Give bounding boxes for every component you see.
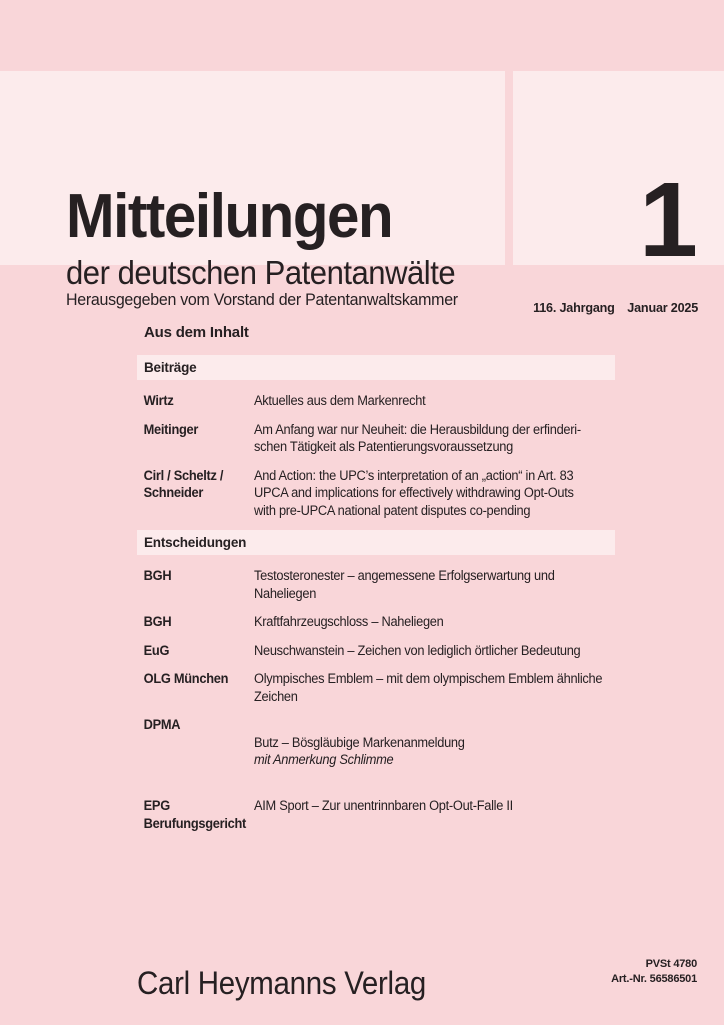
issue-number: 1 [639, 161, 696, 279]
journal-title: Mitteilungen [66, 182, 393, 251]
section-entries-entscheidungen [137, 567, 615, 832]
entry-title: AIM Sport – Zur unentrinnbaren Opt-Out-Falle II [254, 798, 513, 813]
journal-publisher-line: Herausgegeben vom Vorstand der Patentanwaltskammer [66, 290, 458, 309]
section-entries-beitraege [137, 392, 615, 519]
entry-court: OLG München [143, 671, 229, 686]
entry-author: Wirtz [143, 393, 174, 408]
entry-court: BGH [143, 568, 172, 583]
entry-title: Aktuelles aus dem Markenrecht [254, 393, 426, 408]
footer-meta [611, 957, 697, 987]
header-issue-panel [513, 71, 724, 315]
section-label: Entscheidungen [144, 535, 247, 550]
entry-title-text: Butz – Bösgläubige Markenanmeldung [254, 734, 465, 750]
journal-subtitle: der deutschen Patentanwälte [66, 254, 456, 291]
pvst-number: PVSt 4780 [645, 958, 697, 970]
section-bar-beitraege [137, 355, 615, 380]
toc-entry [137, 421, 615, 456]
toc-entry [137, 716, 615, 786]
entry-title: Testosteronester – angemessene Erfolgserwartung und Naheliegen [254, 568, 555, 601]
entry-title: Kraftfahrzeugschloss – Naheliegen [254, 614, 444, 629]
publisher-name: Carl Heymanns Verlag [137, 965, 427, 1001]
toc-entry [137, 467, 615, 520]
entry-court: BGH [143, 614, 172, 629]
contents-heading: Aus dem Inhalt [144, 324, 249, 341]
entry-court: DPMA [143, 717, 181, 732]
entry-title [254, 716, 639, 786]
toc-entry [137, 613, 615, 631]
toc-entry [137, 392, 615, 410]
entry-author: Meitinger [143, 421, 199, 437]
entry-title: Olympisches Emblem – mit dem olympischem Emblem ähnliche Zeichen [254, 671, 603, 704]
entry-court: EPG Berufungsgericht [143, 798, 246, 831]
issue-meta [533, 300, 698, 315]
toc-entry [137, 797, 615, 832]
issue-volume: 116. Jahrgang [533, 300, 615, 315]
header-title-panel [0, 71, 505, 309]
entry-title: Neuschwanstein – Zeichen von lediglich örtlicher Bedeutung [254, 642, 581, 658]
entry-title: Am Anfang war nur Neuheit: die Herausbildung der erfinderi- schen Tätigkeit als Patentierungsvoraussetzung [254, 421, 581, 454]
article-number: Art.-Nr. 56586501 [611, 973, 697, 985]
entry-title: And Action: the UPC’s interpretation of an „action“ in Art. 83 UPCA and implications for effectively withdrawing Opt-Outs with pre-UPCA national patent disputes co-pending [254, 467, 574, 518]
entry-author: Cirl / Scheltz / Schneider [143, 467, 224, 500]
section-label: Beiträge [144, 360, 197, 375]
toc-entry [137, 670, 615, 705]
table-of-contents [137, 325, 615, 843]
toc-entry [137, 642, 615, 660]
entry-court: EuG [143, 642, 170, 658]
issue-date: Januar 2025 [627, 300, 698, 315]
section-bar-entscheidungen [137, 530, 615, 555]
entry-annotation: mit Anmerkung Schlimme [254, 752, 394, 767]
toc-entry [137, 567, 615, 602]
